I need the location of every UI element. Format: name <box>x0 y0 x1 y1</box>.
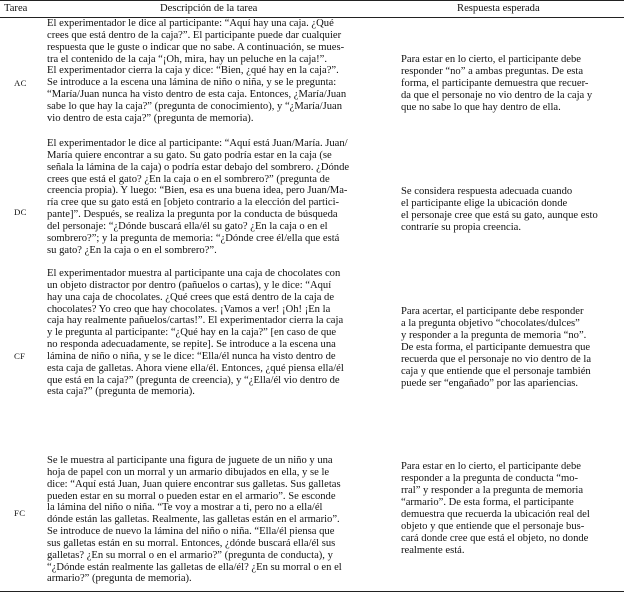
table-bottom-rule <box>0 591 624 592</box>
task-code-ac: AC <box>14 78 27 88</box>
description-line: caja hay realmente pañuelos/cartas!”. El experimentador cierra la caja <box>47 315 344 327</box>
description-line: no responda adecuadamente, se repite]. Se introduce a la escena una <box>47 339 336 351</box>
task-response-ac <box>401 54 623 114</box>
description-line: lámina de niño o niña, y se le dice: “Ella/él nunca ha visto dentro de <box>47 350 336 362</box>
description-line: y le pregunta al participante: “¿Qué hay en la caja?” [en caso de que <box>47 327 337 339</box>
response-line: “armario”. De esta forma, el participante <box>401 497 574 508</box>
description-line: crees que está dentro de la caja?”. El participante puede dar cualquier <box>47 29 342 41</box>
description-line: pueden estar en su morral o pueden estar en el armario”. Se esconde <box>47 490 336 502</box>
response-line: a la pregunta objetivo “chocolates/dulces” <box>401 318 580 329</box>
description-line: crees que está el gato? ¿En la caja o en el sombrero?” (pregunta de <box>47 173 330 185</box>
response-line: forma, el participante demuestra que recuer- <box>401 78 589 89</box>
response-line: De esta forma, el participante demuestra que <box>401 342 591 353</box>
response-line: rral” y responder a la pregunta de memoria <box>401 485 584 496</box>
response-line: realmente está. <box>401 545 465 556</box>
description-line: su gato? ¿En la caja o en el sombrero?”. <box>47 244 217 256</box>
description-line: El experimentador cierra la caja y dice: “Bien, ¿qué hay en la caja?”. <box>47 65 339 77</box>
task-code-fc: FC <box>14 508 26 518</box>
response-line: caja y que entiende que el personaje también <box>401 366 591 377</box>
task-description-ac <box>47 18 381 125</box>
description-line: El experimentador le dice al participante: “Aquí hay una caja. ¿Qué <box>47 18 334 29</box>
response-line: responder “no” a ambas preguntas. De esta <box>401 66 584 77</box>
header-descripcion: Descripción de la tarea <box>160 3 258 14</box>
description-line: Se le muestra al participante una figura de juguete de un niño y una <box>47 455 333 466</box>
description-line: dice: “Aquí está Juan, Juan quiere encontrar sus galletas. Sus galletas <box>47 478 341 490</box>
description-line: del personaje: “¿Dónde buscará ella/él su gato? ¿En la caja o en el <box>47 220 328 232</box>
description-line: Se introduce a la escena una lámina de niño o niña, y se le pregunta: <box>47 77 337 89</box>
response-line: responder a la pregunta de conducta “mo- <box>401 473 579 484</box>
task-code-cf: CF <box>14 351 26 361</box>
description-line: El experimentador muestra al participante una caja de chocolates con <box>47 268 341 279</box>
description-line: un objeto distractor por dentro (pañuelos o cartas), y le dice: “Aquí <box>47 279 332 291</box>
description-line: la lámina del niño o niña. “Te voy a mostrar a ti, pero no a ella/él <box>47 502 323 514</box>
response-line: Se considera respuesta adecuada cuando <box>401 186 573 197</box>
task-response-fc <box>401 461 623 557</box>
description-line: creencia propia). Y luego: “Bien, esa es una buena idea, pero Juan/Ma- <box>47 185 348 197</box>
description-line: respuesta que le guste o indicar que no sabe. A continuación, se mues- <box>47 41 345 53</box>
description-line: esta caja?” (pregunta de memoria). <box>47 386 195 398</box>
response-line: contraríe su propia creencia. <box>401 222 521 233</box>
description-line: tra el contenido de la caja “¡Oh, mira, hay un peluche en la caja!”. <box>47 53 328 65</box>
description-line: Se introduce de nuevo la lámina del niño o niña. “Ella/él piensa que <box>47 526 335 538</box>
description-line: “María/Juan nunca ha visto dentro de esta caja. Entonces, ¿María/Juan <box>47 89 347 101</box>
response-line: objeto y que entiende que el personaje bus- <box>401 521 585 532</box>
description-line: esta caja de galletas. Ahora viene ella/él. Entonces, ¿qué piensa ella/él <box>47 362 344 374</box>
description-line: que está en la caja?” (pregunta de creencia), y “¿Ella/él vio dentro de <box>47 374 340 386</box>
task-code-dc: DC <box>14 207 27 217</box>
description-line: galletas? ¿En su morral o en el armario?” (pregunta de conducta), y <box>47 549 333 561</box>
task-response-cf <box>401 306 623 390</box>
response-line: y responder a la pregunta de memoria “no”. <box>401 330 587 341</box>
response-line: recuerda que el personaje no vio dentro de la <box>401 354 592 365</box>
description-line: señala la lámina de la caja) o podría estar debajo del sombrero. ¿Dónde <box>47 161 350 173</box>
description-line: sabe lo que hay la caja?” (pregunta de conocimiento), y “¿María/Juan <box>47 100 343 112</box>
response-line: Para estar en lo cierto, el participante debe <box>401 54 582 65</box>
description-line: sus galletas están en su morral. Entonces, ¿dónde buscará ella/él sus <box>47 537 336 549</box>
description-line: ría cree que su gato está en [objeto contrario a la elección del partici- <box>47 197 340 209</box>
task-description-cf <box>47 268 381 398</box>
response-line: demuestra que recuerda la ubicación real del <box>401 509 590 520</box>
table-top-rule <box>0 0 624 1</box>
description-line: chocolates? Yo creo que hay chocolates. ¡Vamos a ver! ¡Oh! ¡En la <box>47 303 331 315</box>
response-line: que no sabe lo que hay dentro de ella. <box>401 102 561 113</box>
description-line: dónde están las galletas. Realmente, las galletas están en el armario”. <box>47 514 340 526</box>
description-line: “¿Dónde están realmente las galletas de ella/él? ¿En su morral o en el <box>47 561 342 573</box>
description-line: hoja de papel con un morral y un armario dibujados en ella, y se le <box>47 466 330 478</box>
description-line: María quiere encontrar a su gato. Su gato podría estar en la caja (se <box>47 149 332 161</box>
header-respuesta: Respuesta esperada <box>457 3 540 14</box>
description-line: sombrero?”; y la pregunta de memoria: “¿Dónde cree él/ella que está <box>47 232 340 244</box>
response-line: Para acertar, el participante debe responder <box>401 306 584 317</box>
description-line: hay una caja de chocolates. ¿Qué crees que está dentro de la caja de <box>47 291 335 303</box>
task-description-fc <box>47 455 381 585</box>
response-line: Para estar en lo cierto, el participante debe <box>401 461 582 472</box>
response-line: da que el personaje no vio dentro de la caja y <box>401 90 593 101</box>
description-line: armario?” (pregunta de memoria). <box>47 573 192 585</box>
response-line: el personaje cree que está su gato, aunque esto <box>401 210 598 221</box>
response-line: cará donde cree que está el objeto, no donde <box>401 533 589 544</box>
description-line: El experimentador le dice al participante: “Aquí está Juan/María. Juan/ <box>47 138 348 149</box>
response-line: puede ser “engañado” por las apariencias. <box>401 378 579 389</box>
task-response-dc <box>401 186 623 234</box>
header-tarea: Tarea <box>4 3 28 14</box>
task-description-dc <box>47 138 381 256</box>
description-line: vio dentro de esta caja?” (pregunta de memoria). <box>47 112 254 124</box>
response-line: el participante elige la ubicación donde <box>401 198 568 209</box>
description-line: pante]”. Después, se realiza la pregunta por la conducta de búsqueda <box>47 209 338 221</box>
